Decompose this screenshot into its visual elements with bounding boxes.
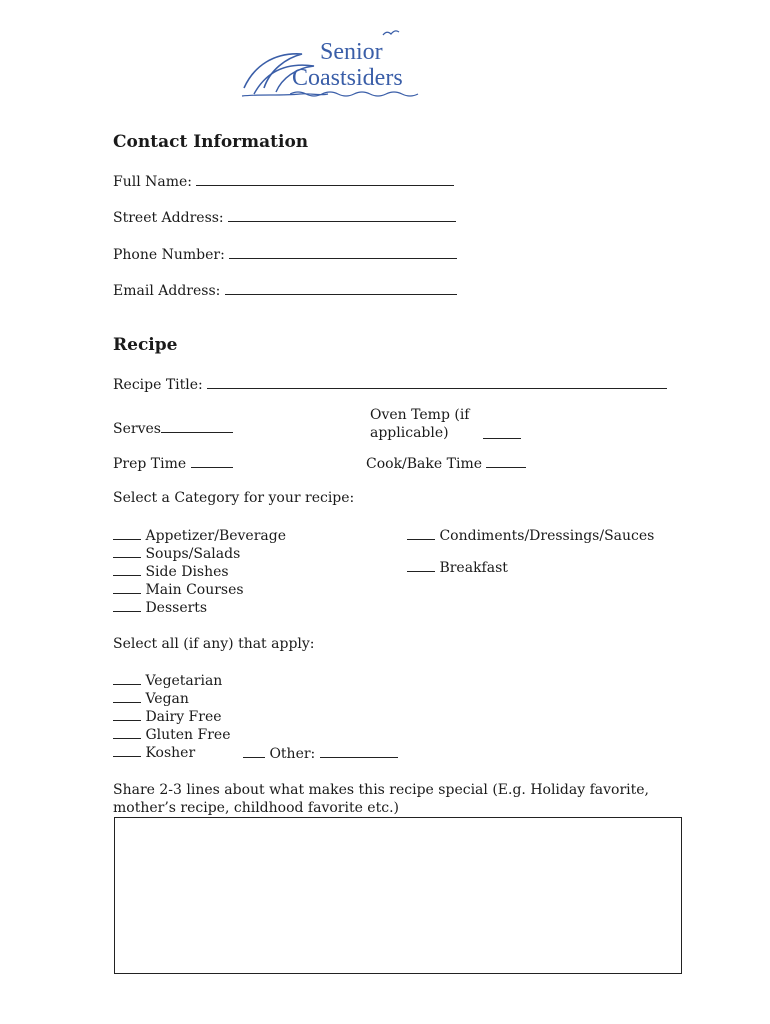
diet-options-list [113,671,231,761]
diet-option[interactable] [113,671,231,689]
category-label: Main Courses [145,582,244,598]
prep-time-label: Prep Time [113,456,187,472]
street-address-row [113,207,456,227]
phone-number-label: Phone Number: [113,247,225,263]
diet-checkbox[interactable] [113,671,141,685]
serves-label: Serves [113,421,161,437]
category-checkbox[interactable] [407,558,435,572]
category-checkbox[interactable] [113,580,141,594]
serves-field[interactable] [161,418,233,433]
diet-option[interactable] [113,725,231,743]
category-item[interactable] [113,526,286,544]
bird-icon [382,28,400,38]
category-checkbox[interactable] [113,598,141,612]
recipe-heading: Recipe [113,335,178,355]
other-field[interactable] [320,744,398,758]
prep-time-field[interactable] [191,453,233,468]
category-item[interactable] [113,580,286,598]
oven-temp-field[interactable] [483,425,521,439]
phone-number-row [113,244,457,264]
diet-checkbox[interactable] [113,707,141,721]
oven-temp-label-2: applicable) [370,425,449,441]
street-address-label: Street Address: [113,210,224,226]
other-option[interactable] [243,744,398,763]
share-prompt-line-2: mother’s recipe, childhood favorite etc.) [113,800,399,816]
recipe-story-box[interactable] [114,817,682,974]
category-checkbox[interactable] [407,526,435,540]
category-item[interactable] [113,562,286,580]
category-label: Desserts [145,600,208,616]
cook-time-field[interactable] [486,453,526,468]
diet-option[interactable] [113,743,231,761]
category-label: Side Dishes [145,564,229,580]
category-label: Appetizer/Beverage [145,528,286,544]
recipe-title-row [113,374,667,394]
email-address-row [113,280,457,300]
logo-line-1: Senior [320,39,383,65]
phone-number-field[interactable] [229,244,457,259]
category-label: Soups/Salads [145,546,241,562]
recipe-title-label: Recipe Title: [113,377,203,393]
diet-checkbox[interactable] [113,725,141,739]
diet-option-label: Kosher [145,745,196,761]
recipe-title-field[interactable] [207,374,667,389]
logo-wave-underline [290,90,420,98]
diet-option-label: Vegan [145,691,189,707]
other-checkbox[interactable] [243,744,265,758]
contact-heading: Contact Information [113,132,309,152]
diet-checkbox[interactable] [113,743,141,757]
other-label: Other: [269,746,316,762]
category-prompt: Select a Category for your recipe: [113,490,355,506]
diet-option-label: Gluten Free [145,727,231,743]
street-address-field[interactable] [228,207,456,222]
diet-option[interactable] [113,707,231,725]
logo-line-2: Coastsiders [292,65,403,91]
category-label: Condiments/Dressings/Sauces [439,528,655,544]
email-address-label: Email Address: [113,283,221,299]
cook-time-label: Cook/Bake Time [366,456,482,472]
category-checkbox[interactable] [113,544,141,558]
category-list-left [113,526,286,616]
diet-option-label: Vegetarian [145,673,223,689]
category-item[interactable] [407,558,508,577]
logo [240,28,430,100]
diet-option[interactable] [113,689,231,707]
category-checkbox[interactable] [113,526,141,540]
prep-time-row [113,453,233,473]
category-item[interactable] [113,598,286,616]
email-address-field[interactable] [225,280,457,295]
diet-checkbox[interactable] [113,689,141,703]
full-name-label: Full Name: [113,174,193,190]
oven-temp-label-1: Oven Temp (if [370,407,470,423]
category-item[interactable] [113,544,286,562]
category-item[interactable] [407,526,654,545]
share-prompt-line-1: Share 2-3 lines about what makes this recipe special (E.g. Holiday favorite, [113,782,649,798]
category-checkbox[interactable] [113,562,141,576]
apply-prompt: Select all (if any) that apply: [113,636,315,652]
serves-row [113,418,233,438]
cook-time-row [366,453,526,473]
full-name-row [113,171,454,191]
diet-option-label: Dairy Free [145,709,222,725]
full-name-field[interactable] [196,171,454,186]
category-label: Breakfast [439,560,508,576]
